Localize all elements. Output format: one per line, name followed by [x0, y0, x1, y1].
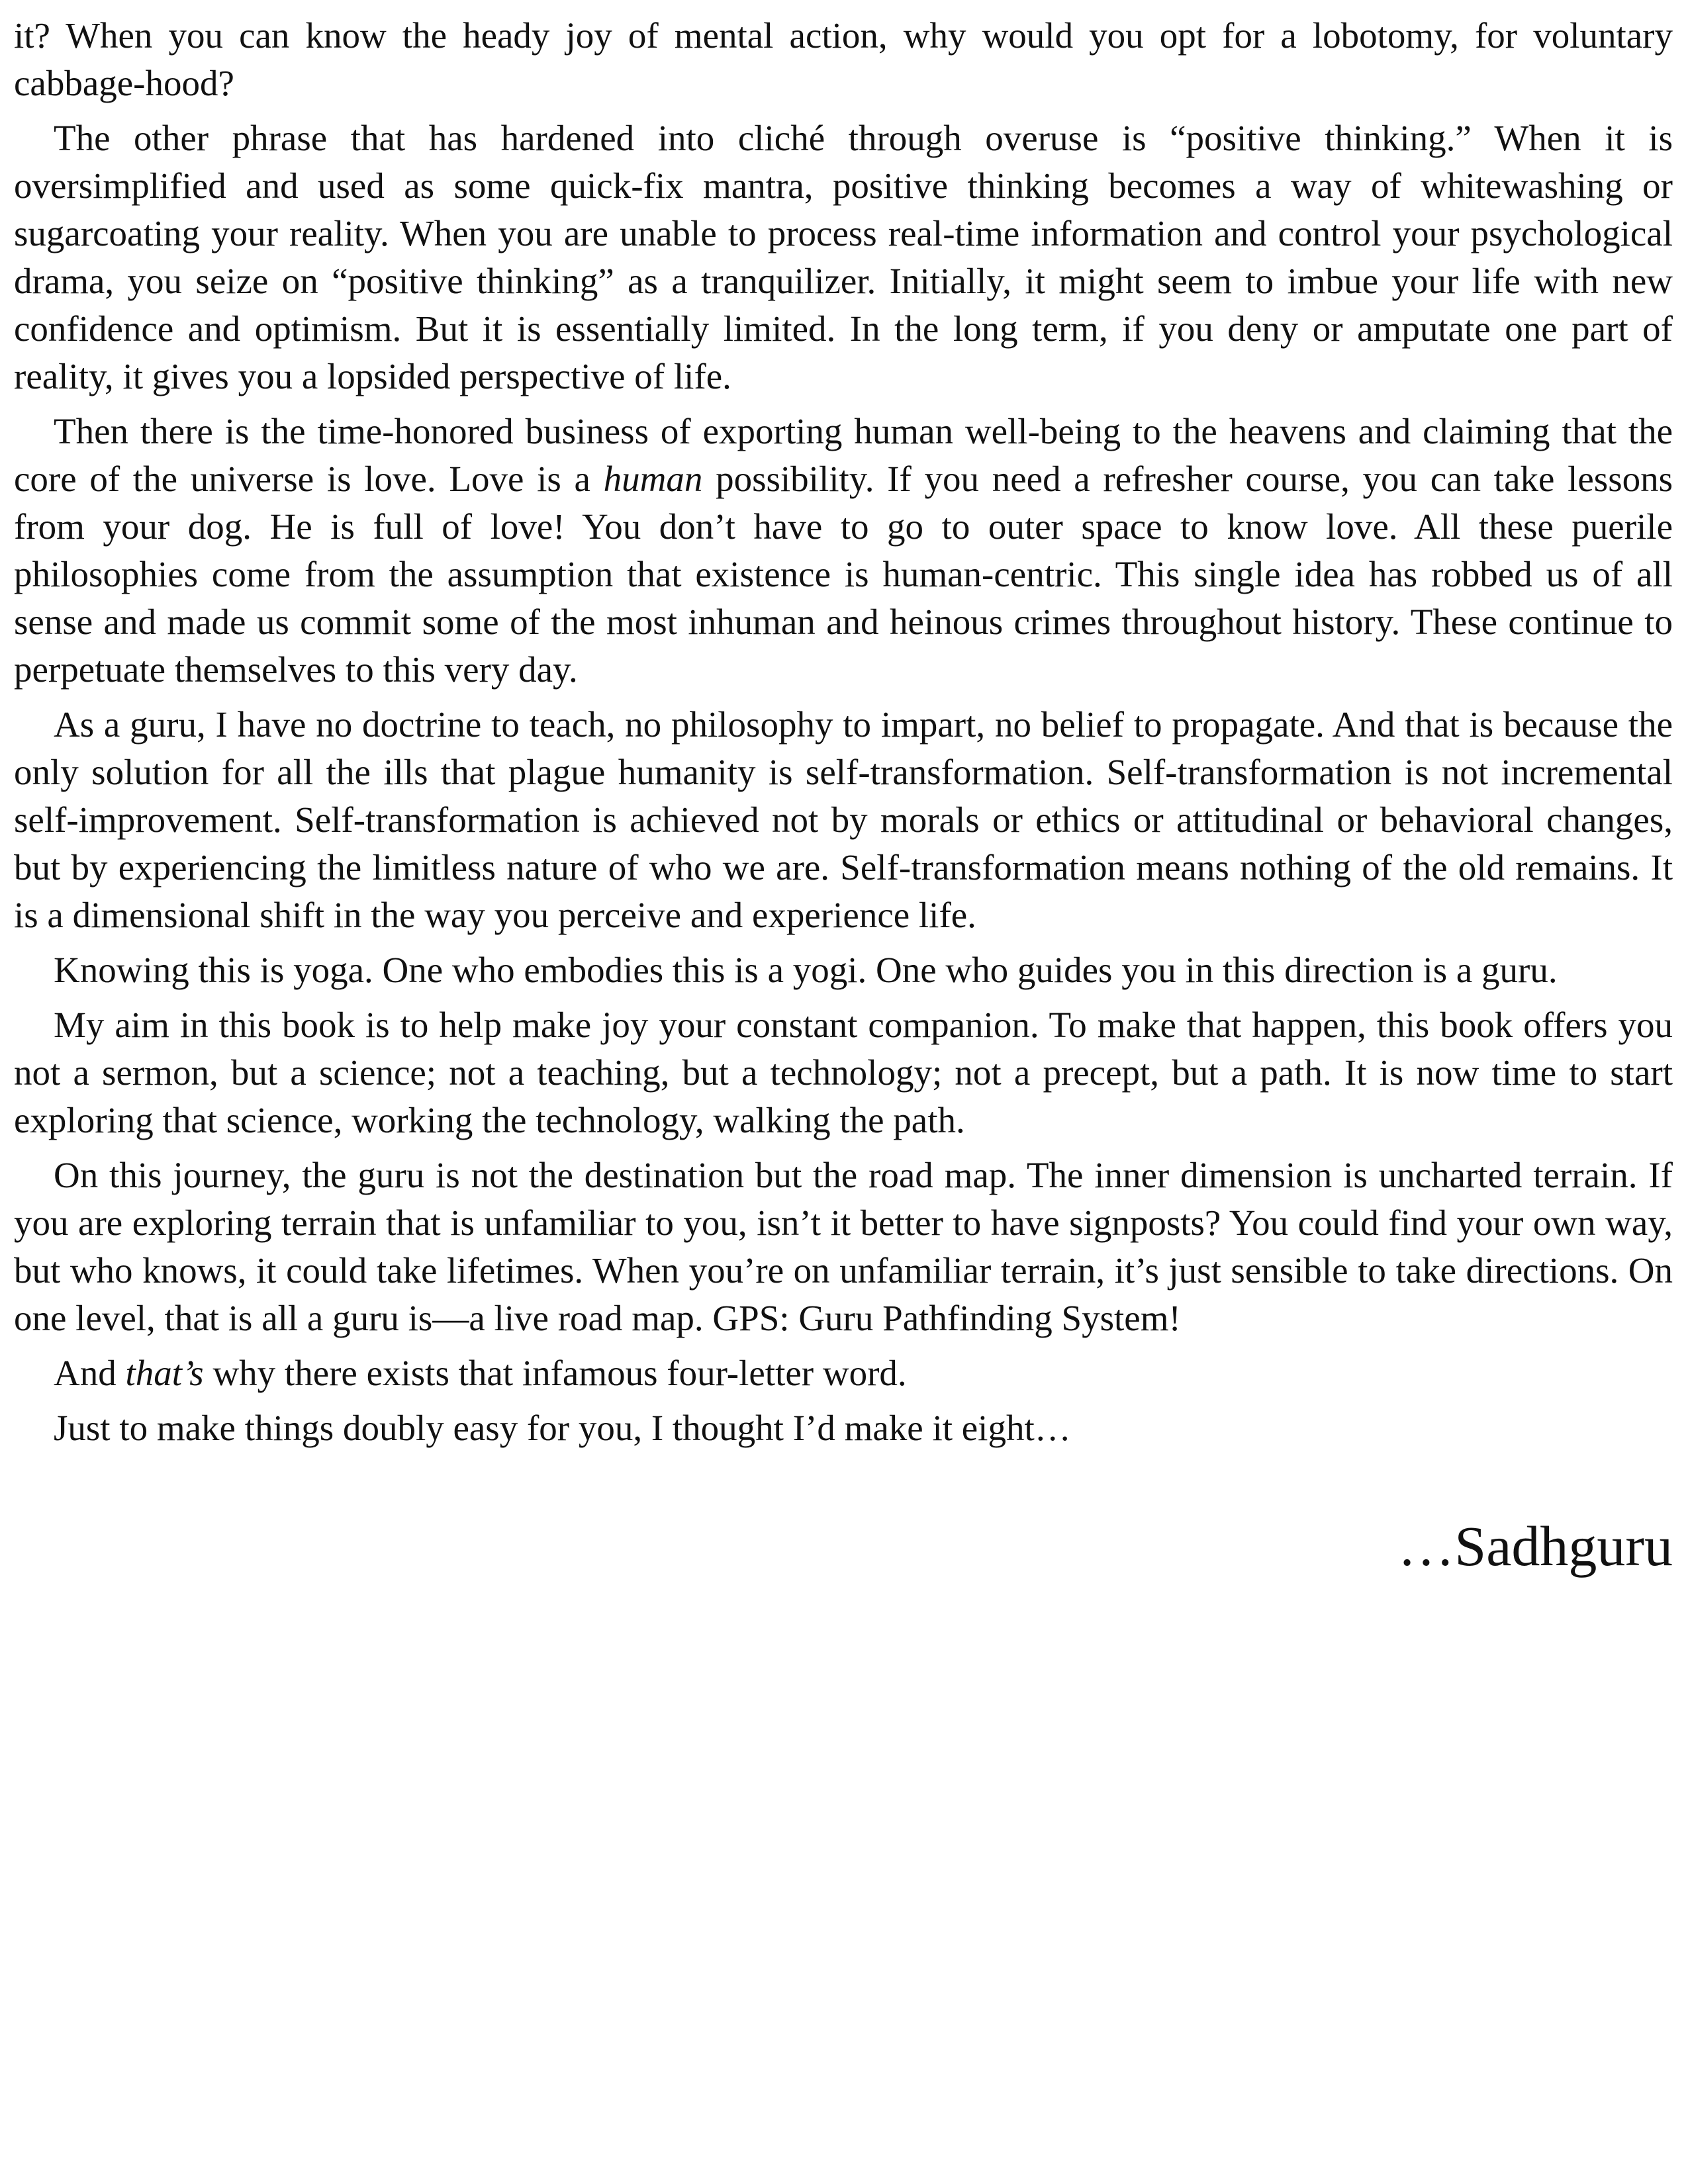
- paragraph-text-after: possibility. If you need a refresher course, you can take lessons from your dog. He is full of love! You don’t have to go to outer space to know love. All these puerile philosophies come from the assumption that existence is human-centric. This single idea has robbed us of all sense and made us commit some of the most inhuman and heinous crimes throughout history. These continue to perpetuate themselves to this very day.: [14, 459, 1673, 690]
- paragraph-text-after: why there exists that infamous four-letter word.: [203, 1353, 907, 1393]
- paragraph-knowing-yoga: Knowing this is yoga. One who embodies this is a yogi. One who guides you in this direction is a guru.: [54, 950, 1558, 990]
- paragraph-positive-thinking: The other phrase that has hardened into cliché through overuse is “positive thinking.” When it is oversimplified and used as some quick-fix mantra, positive thinking becomes a way of whitewashing or sugarcoating your reality. When you are unable to process real-time information and control your psychological drama, you seize on “positive thinking” as a tranquilizer. Initially, it might seem to imbue your life with new confidence and optimism. But it is essentially limited. In the long term, if you deny or amputate one part of reality, it gives you a lopsided perspective of life.: [14, 118, 1673, 396]
- author-signature: …Sadhguru: [1397, 1514, 1673, 1578]
- paragraph-love-human-possibility: [14, 408, 1673, 694]
- paragraph-text-before: Then there is the time-honored business of exporting human well-being to the heavens and claiming that the core of the universe is love. Love is a: [14, 411, 1673, 499]
- book-page: [14, 12, 1673, 1579]
- paragraph-aim-of-book: My aim in this book is to help make joy your constant companion. To make that happen, this book offers you not a sermon, but a science; not a teaching, but a technology; not a precept, but a path. It is now time to start exploring that science, working the technology, walking the path.: [14, 1005, 1673, 1140]
- paragraph-self-transformation: As a guru, I have no doctrine to teach, no philosophy to impart, no belief to propagate. And that is because the only solution for all the ills that plague humanity is self-transformation. Self-transformation is not incremental self-improvement. Self-transformation is achieved not by morals or ethics or attitudinal or behavioral changes, but by experiencing the limitless nature of who we are. Self-transformation means nothing of the old remains. It is a dimensional shift in the way you perceive and experience life.: [14, 704, 1673, 935]
- emphasized-word-thats: that’s: [125, 1353, 204, 1393]
- paragraph-four-letter-word: [14, 1349, 1673, 1397]
- paragraph-cabbage-hood: it? When you can know the heady joy of mental action, why would you opt for a lobotomy, for voluntary cabbage-hood?: [14, 15, 1673, 103]
- emphasized-word-human: human: [603, 459, 703, 499]
- paragraph-road-map: On this journey, the guru is not the destination but the road map. The inner dimension is uncharted terrain. If you are exploring terrain that is unfamiliar to you, isn’t it better to have signposts? You could find your own way, but who knows, it could take lifetimes. When you’re on unfamiliar terrain, it’s just sensible to take directions. On one level, that is all a guru is—a live road map. GPS: Guru Pathfinding System!: [14, 1155, 1673, 1338]
- paragraph-text-before: And: [54, 1353, 126, 1393]
- paragraph-make-it-eight: Just to make things doubly easy for you, I thought I’d make it eight…: [54, 1408, 1071, 1448]
